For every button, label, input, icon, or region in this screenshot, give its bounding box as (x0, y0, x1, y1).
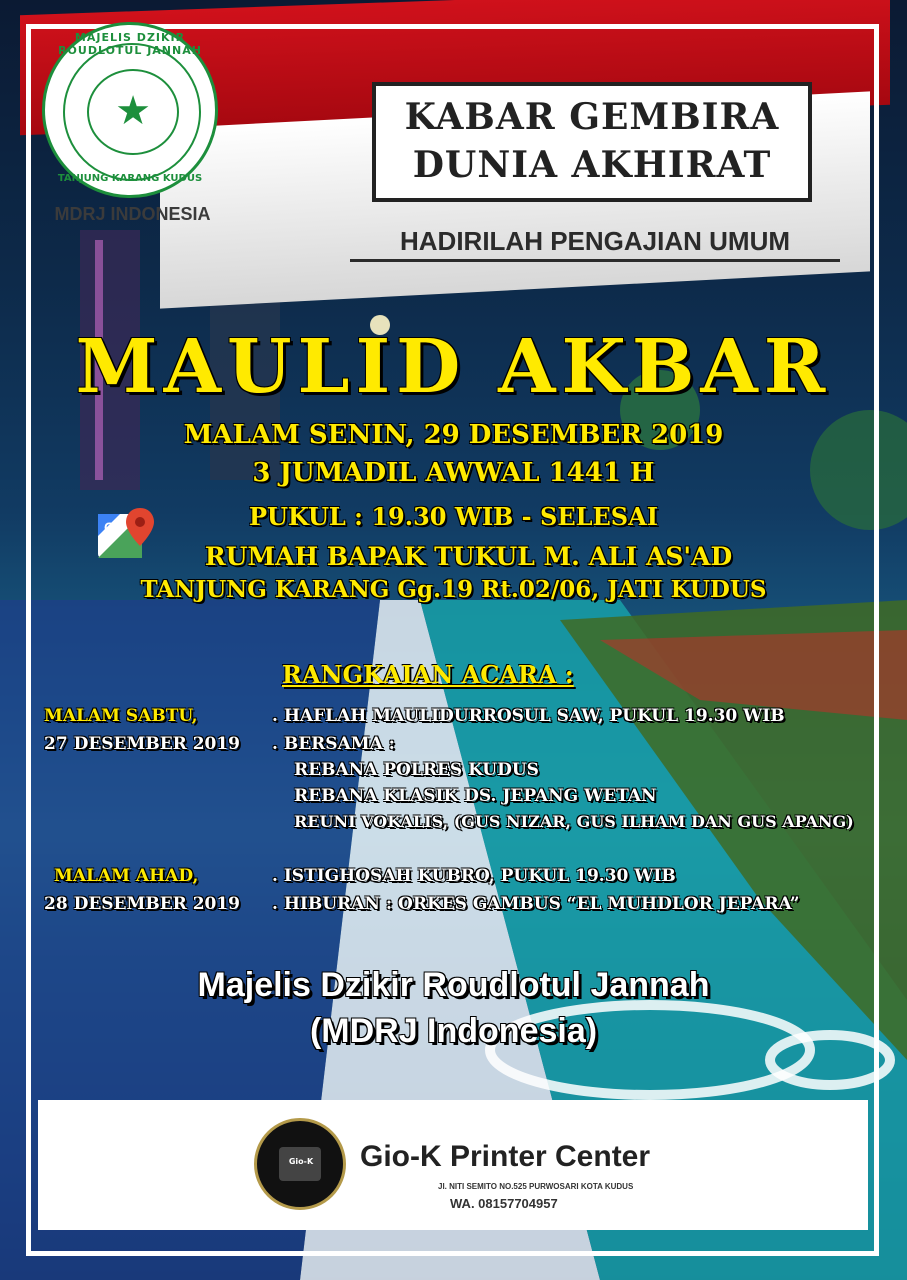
svg-text:G: G (104, 519, 115, 535)
day2-label: MALAM AHAD, (54, 866, 199, 886)
day1-item-1: . HAFLAH MAULIDURROSUL SAW, PUKUL 19.30 WIB (272, 706, 785, 726)
kabar-line-1: KABAR GEMBIRA (404, 96, 780, 138)
logo-ring-text-top: MAJELIS DZIKIR ROUDLOTUL JANNAH (58, 31, 202, 57)
event-date: MALAM SENIN, 29 DESEMBER 2019 (183, 420, 724, 450)
event-title: MAULID AKBAR (75, 324, 832, 410)
kabar-line-2: DUNIA AKHIRAT (412, 144, 772, 186)
logo-caption: MDRJ INDONESIA (54, 204, 211, 224)
organizer-line-2: (MDRJ Indonesia) (309, 1012, 598, 1050)
printer-logo-text: Gio-K (288, 1157, 314, 1166)
event-address: TANJUNG KARANG Gg.19 Rt.02/06, JATI KUDUS (140, 576, 767, 603)
logo-calligraphy-icon: ★ (87, 69, 179, 155)
event-hijri-date: 3 JUMADIL AWWAL 1441 H (252, 458, 655, 488)
day1-label: MALAM SABTU, (44, 706, 198, 726)
day2-item-2: . HIBURAN : ORKES GAMBUS “EL MUHDLOR JEPARA” (272, 894, 800, 914)
kabar-gembira-box (372, 82, 812, 202)
sponsor-name: Gio-K Printer Center (360, 1140, 651, 1173)
day1-date: 27 DESEMBER 2019 (44, 734, 241, 754)
logo-ring-text-bottom: TANJUNG KARANG KUDUS (57, 173, 203, 184)
day1-item-4: REBANA KLASIK DS. JEPANG WETAN (294, 786, 657, 806)
hadirilah-heading: HADIRILAH PENGAJIAN UMUM (350, 226, 840, 262)
sponsor-phone: WA. 08157704957 (450, 1196, 558, 1211)
day1-item-2: . BERSAMA : (272, 734, 395, 754)
sponsor-address: Jl. NITI SEMITO NO.525 PURWOSARI KOTA KUDUS (438, 1182, 634, 1191)
day1-item-3: REBANA POLRES KUDUS (294, 760, 539, 780)
printer-logo-icon (254, 1118, 346, 1210)
sponsor-banner (38, 1100, 868, 1230)
rangkaian-heading: RANGKAIAN ACARA : (282, 660, 574, 689)
day2-item-1: . ISTIGHOSAH KUBRO, PUKUL 19.30 WIB (272, 866, 676, 886)
day2-date: 28 DESEMBER 2019 (44, 894, 241, 914)
day1-item-5: REUNI VOKALIS, (GUS NIZAR, GUS ILHAM DAN GUS APANG) (294, 812, 854, 831)
mdrj-logo (42, 22, 218, 198)
event-venue: RUMAH BAPAK TUKUL M. ALI AS'AD (204, 542, 733, 571)
organizer-line-1: Majelis Dzikir Roudlotul Jannah (197, 966, 710, 1004)
event-time: PUKUL : 19.30 WIB - SELESAI (249, 502, 658, 531)
